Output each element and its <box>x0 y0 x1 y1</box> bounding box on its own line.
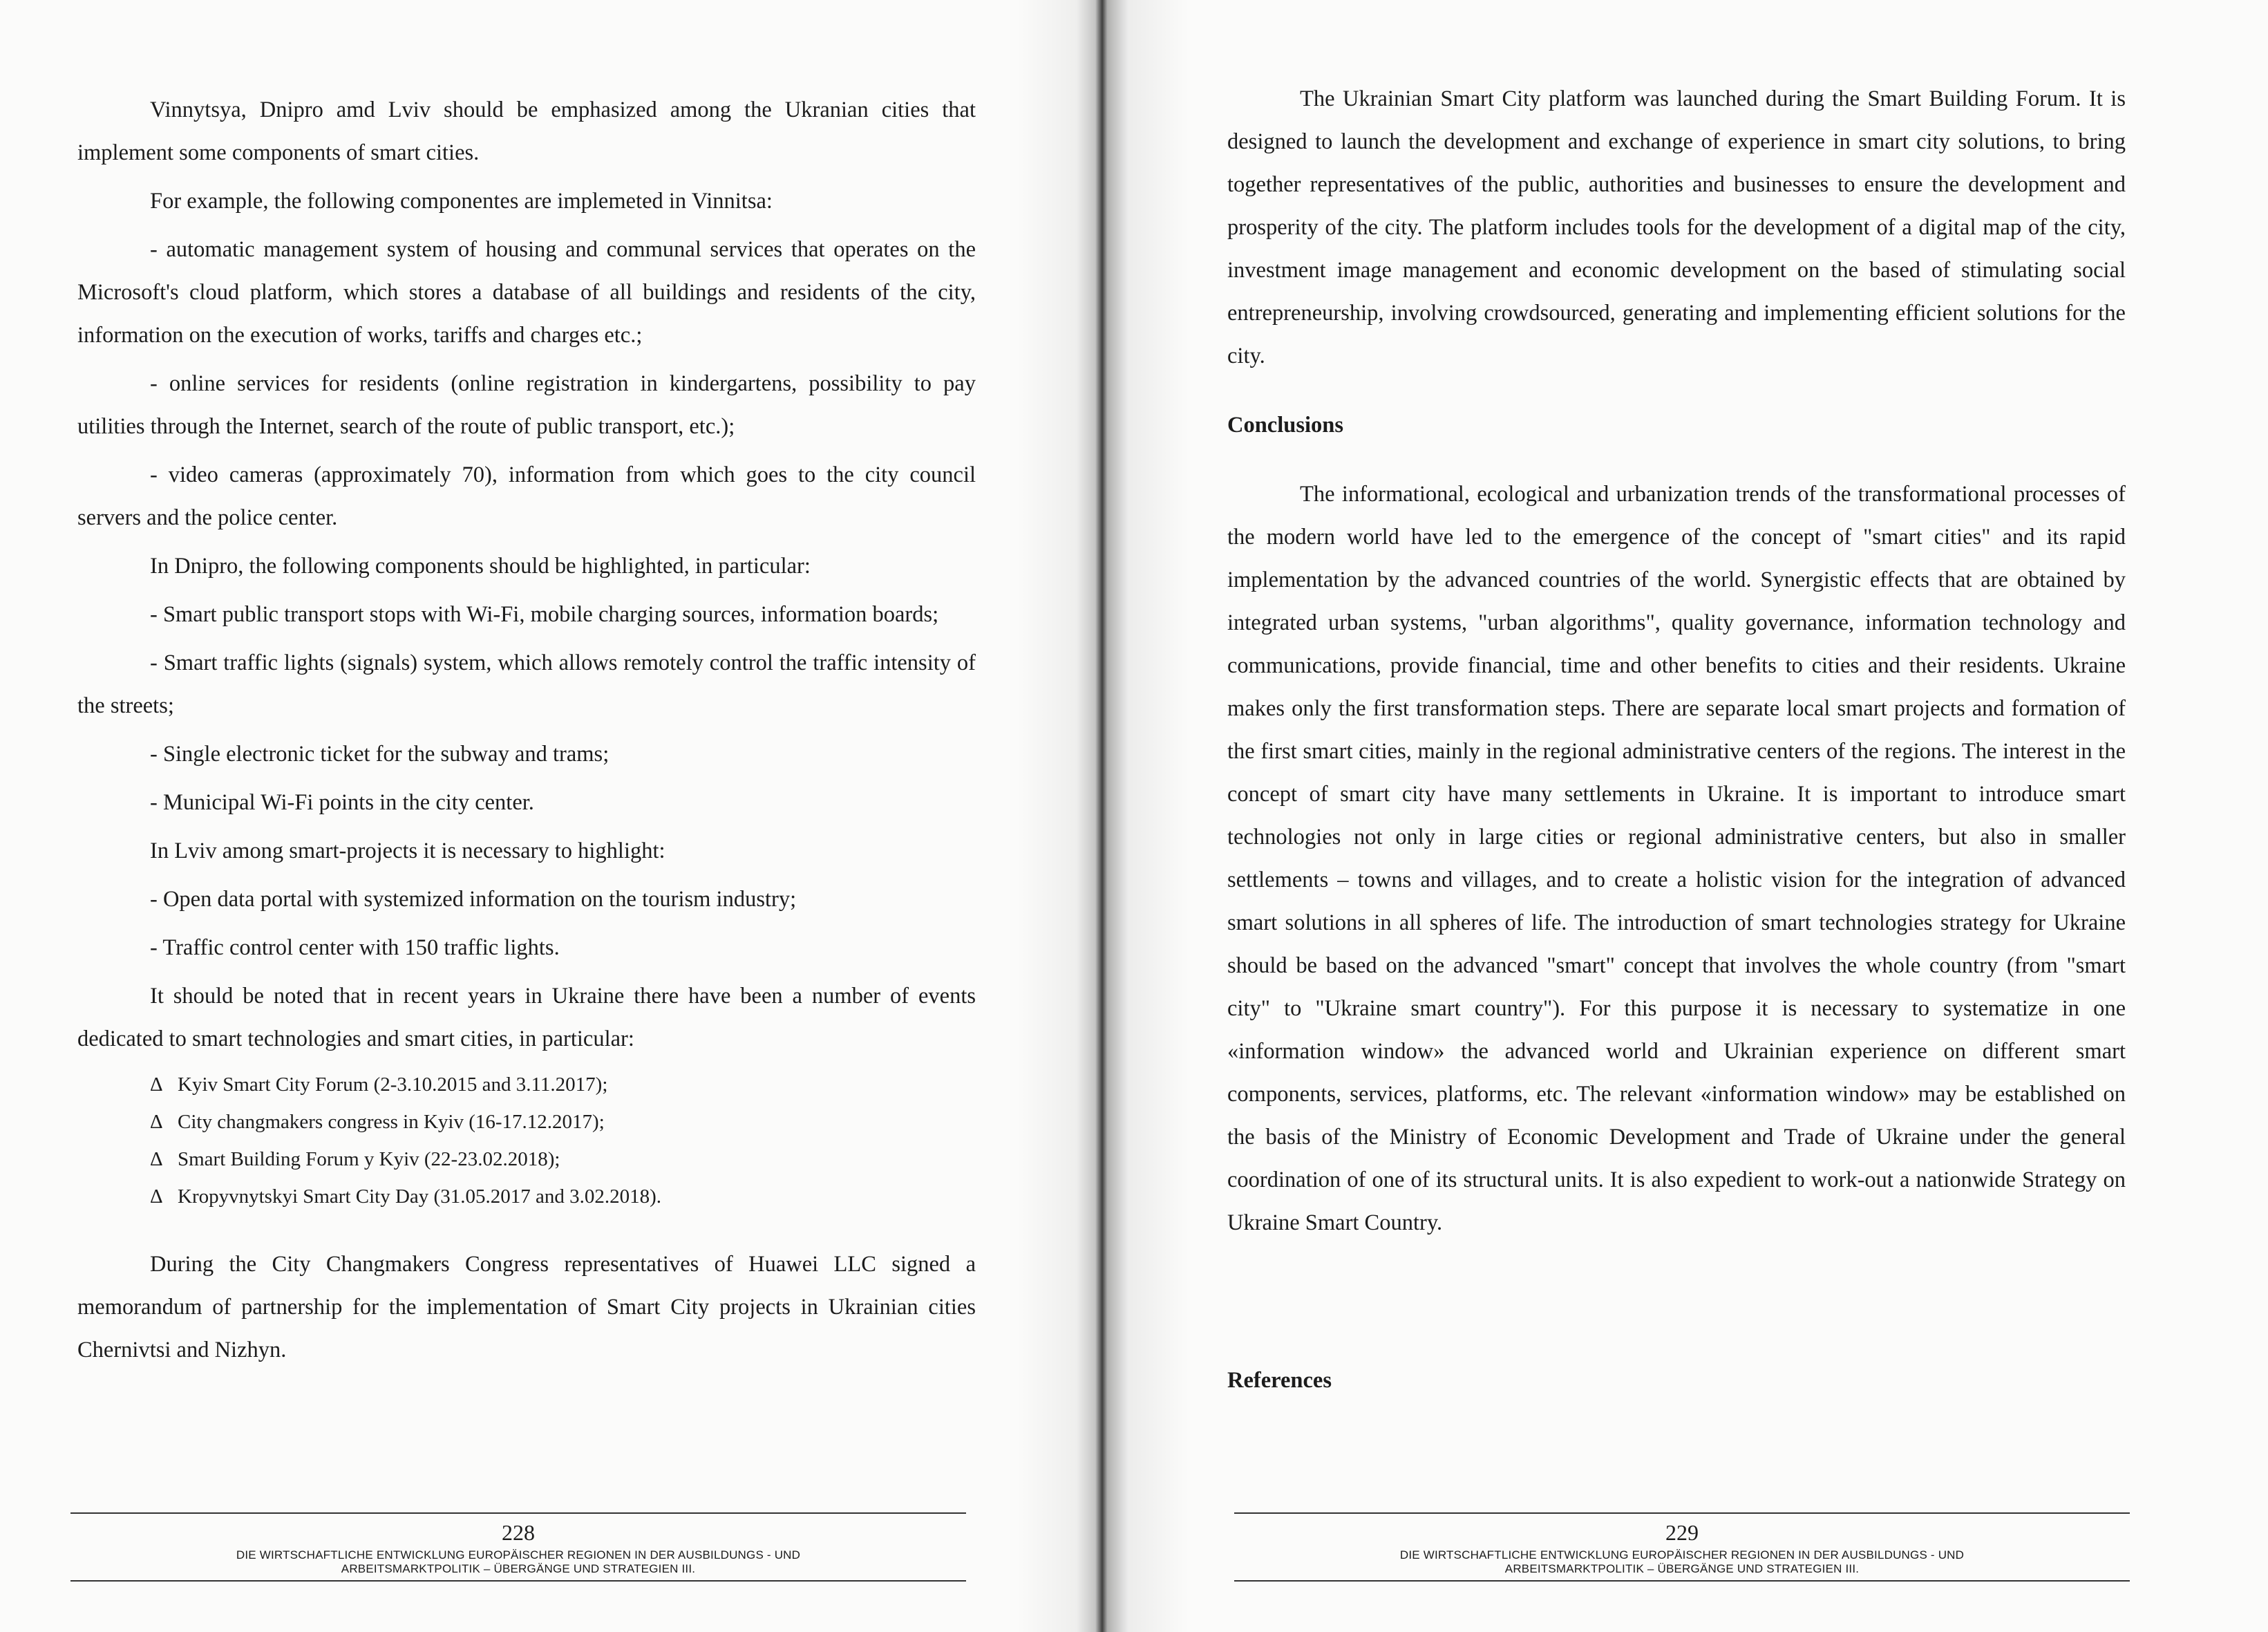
event-item: Δ Kyiv Smart City Forum (2-3.10.2015 and 3.11.2017); <box>150 1066 976 1103</box>
paragraph: For example, the following componentes are implemeted in Vinnitsa: <box>150 189 773 214</box>
series-title-line: ARBEITSMARKTPOLITIK – ÜBERGÄNGE UND STRATEGIEN III. <box>341 1562 696 1575</box>
paragraph: In Lviv among smart-projects it is necessary to highlight: <box>150 838 665 863</box>
event-item: Δ Smart Building Forum y Kyiv (22-23.02.2018); <box>150 1141 976 1178</box>
delta-bullet-icon: Δ <box>150 1185 163 1208</box>
list-item: - online services for residents (online registration in kindergartens, possibility to pay utilities through the Internet, search of the route of public transport, etc.); <box>77 371 976 439</box>
list-item: - Single electronic ticket for the subway and trams; <box>150 742 609 767</box>
paragraph: During the City Changmakers Congress representatives of Huawei LLC signed a memorandum of partnership for the implementation of Smart City projects in Ukrainian cities Chernivtsi and Nizhyn. <box>77 1252 976 1362</box>
section-heading: References <box>1227 1368 1332 1393</box>
book-gutter <box>1016 0 1189 1632</box>
events-list <box>77 1066 976 1215</box>
right-page-footer <box>1234 1512 2130 1582</box>
list-item: - Smart public transport stops with Wi-Fi, mobile charging sources, information boards; <box>150 602 939 627</box>
left-page <box>0 0 1092 1632</box>
delta-bullet-icon: Δ <box>150 1148 163 1170</box>
footer-rule <box>1234 1512 2130 1514</box>
delta-bullet-icon: Δ <box>150 1111 163 1133</box>
section-heading: Conclusions <box>1227 413 1343 438</box>
list-item: - Traffic control center with 150 traffic lights. <box>150 935 560 960</box>
list-item: - video cameras (approximately 70), information from which goes to the city council servers and the police center. <box>77 462 976 530</box>
footer-rule <box>1234 1580 2130 1582</box>
list-item: - Smart traffic lights (signals) system, which allows remotely control the traffic intensity of the streets; <box>77 650 976 718</box>
paragraph: The informational, ecological and urbanization trends of the transformational processes of the modern world have led to the emergence of the concept of "smart cities" and its rapid implementation by the advanced countries of the world. Synergistic effects that are obtained by integrated urban systems, "urban algorithms", quality governance, information technology and communications, provide financial, time and other benefits to cities and their residents. Ukraine makes only the first transformation steps. There are separate local smart projects and formation of the first smart cities, mainly in the regional administrative centers of the regions. The interest in the concept of smart city have many settlements in Ukraine. It is important to introduce smart technologies not only in large cities or regional administrative centers, but also in smaller settlements – towns and villages, and to create a holistic vision for the integration of advanced smart solutions in all spheres of life. The introduction of smart technologies strategy for Ukraine should be based on the advanced "smart" concept that involves the whole country (from "smart city" to "Ukraine smart country"). For this purpose it is necessary to systematize in one «information window» the advanced world and Ukrainian experience on different smart components, services, platforms, etc. The relevant «information window» may be established on the basis of the Ministry of Economic Development and Trade of Ukraine under the general coordination of one of its structural units. It is also expedient to work-out a nationwide Strategy on Ukraine Smart Country. <box>1227 482 2126 1235</box>
series-title-line: DIE WIRTSCHAFTLICHE ENTWICKLUNG EUROPÄISCHER REGIONEN IN DER AUSBILDUNGS - UND <box>1399 1548 1965 1561</box>
event-item: Δ City changmakers congress in Kyiv (16-17.12.2017); <box>150 1103 976 1141</box>
left-page-body <box>77 88 976 1377</box>
series-title-line: ARBEITSMARKTPOLITIK – ÜBERGÄNGE UND STRATEGIEN III. <box>1504 1562 1860 1575</box>
footer-rule <box>70 1512 966 1514</box>
page-number: 229 <box>1665 1520 1699 1545</box>
paragraph: The Ukrainian Smart City platform was launched during the Smart Building Forum. It is designed to launch the development and exchange of experience in smart city solutions, to bring together representatives of the public, authorities and businesses to ensure the development and prosperity of the city. The platform includes tools for the development of a digital map of the city, investment image management and economic development on the based of stimulating social entrepreneurship, involving crowdsourced, generating and implementing efficient solutions for the city. <box>1227 86 2126 368</box>
paragraph: In Dnipro, the following components should be highlighted, in particular: <box>150 554 811 579</box>
paragraph: Vinnytsya, Dnipro amd Lviv should be emphasized among the Ukranian cities that implement some components of smart cities. <box>77 97 976 165</box>
footer-rule <box>70 1580 966 1582</box>
list-item: - automatic management system of housing and communal services that operates on the Microsoft's cloud platform, which stores a database of all buildings and residents of the city, information on the execution of works, tariffs and charges etc.; <box>77 237 976 348</box>
paragraph: It should be noted that in recent years in Ukraine there have been a number of events dedicated to smart technologies and smart cities, in particular: <box>77 984 976 1051</box>
right-page <box>1175 0 2268 1632</box>
event-item: Δ Kropyvnytskyi Smart City Day (31.05.2017 and 3.02.2018). <box>150 1178 976 1215</box>
page-number: 228 <box>502 1520 535 1545</box>
left-page-footer <box>70 1512 966 1582</box>
list-item: - Municipal Wi-Fi points in the city center. <box>150 790 534 815</box>
delta-bullet-icon: Δ <box>150 1073 163 1096</box>
series-title-line: DIE WIRTSCHAFTLICHE ENTWICKLUNG EUROPÄISCHER REGIONEN IN DER AUSBILDUNGS - UND <box>236 1548 801 1561</box>
right-page-body <box>1227 77 2126 1428</box>
list-item: - Open data portal with systemized information on the tourism industry; <box>150 887 797 912</box>
